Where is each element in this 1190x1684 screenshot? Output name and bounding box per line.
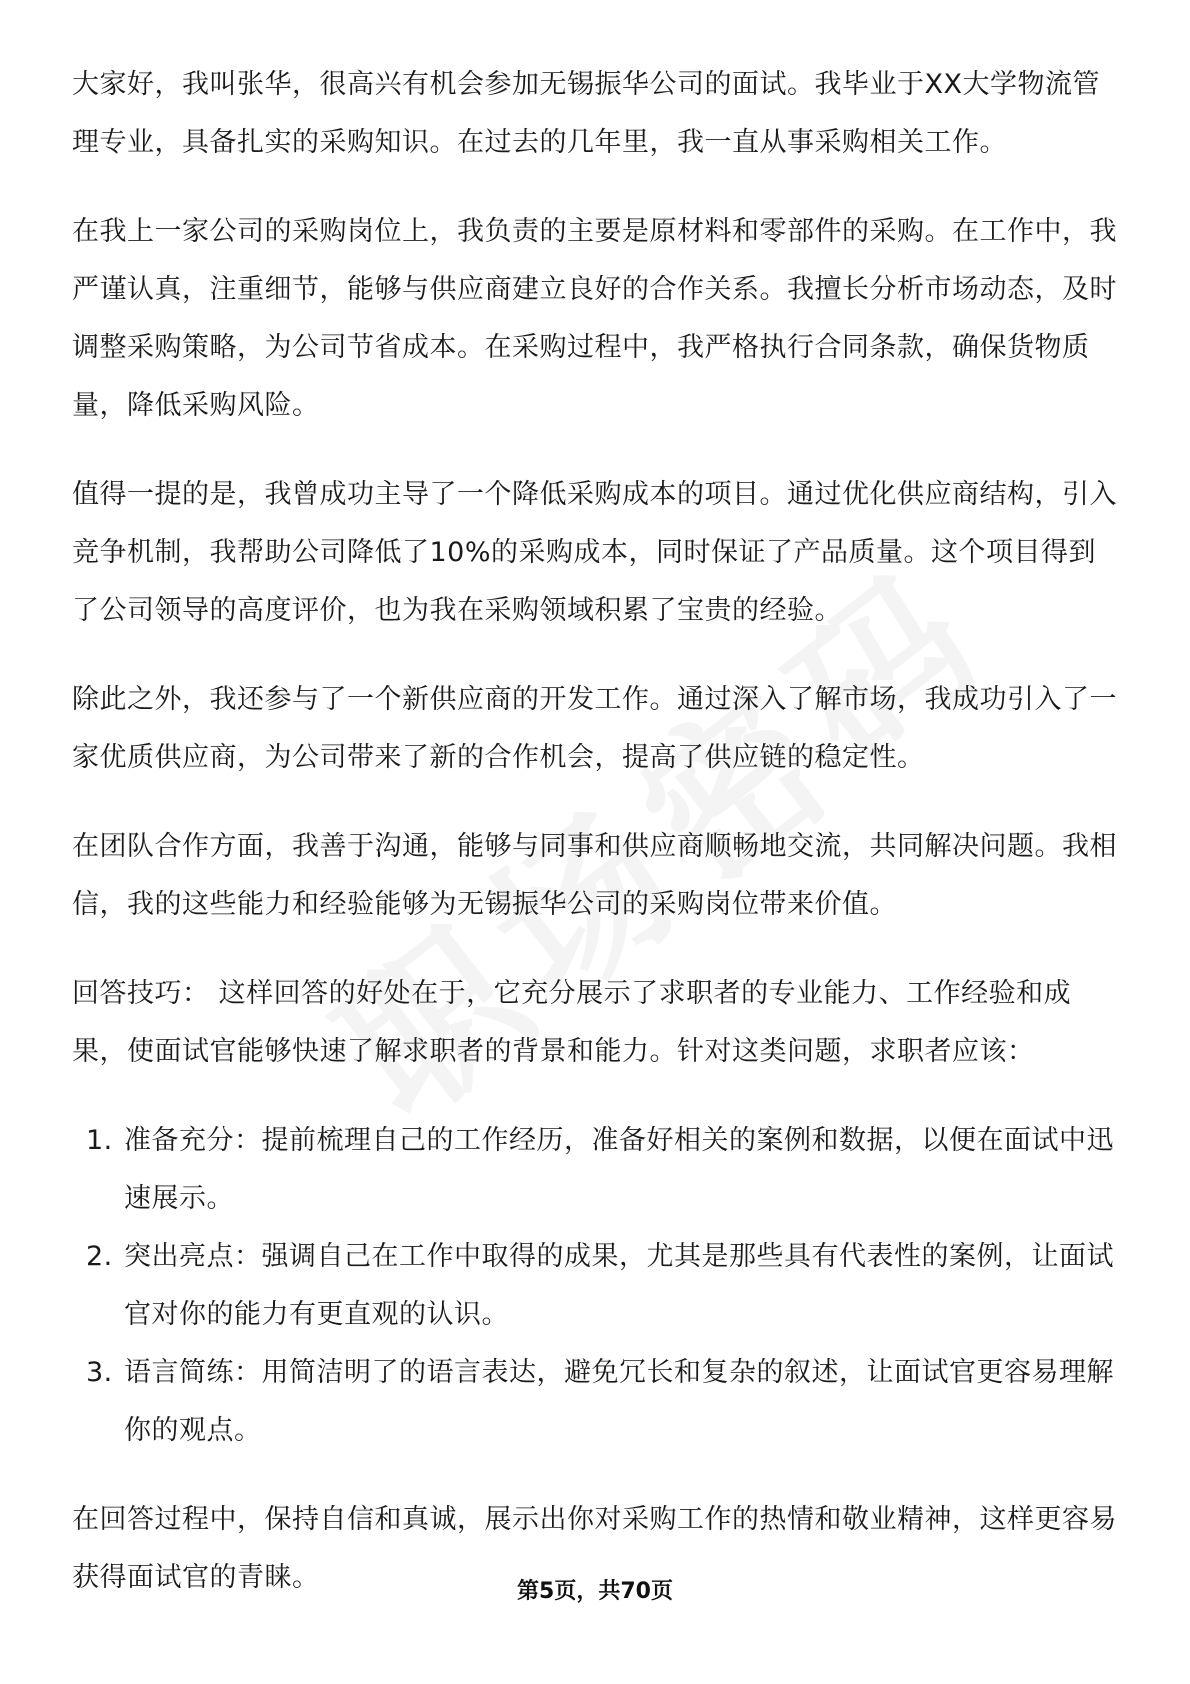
list-number: 2. [86, 1241, 113, 1272]
document-body [72, 56, 1122, 1638]
list-number: 1. [86, 1125, 113, 1156]
page-footer: 第5页，共70页 [517, 1579, 673, 1604]
paragraph-supplier: 除此之外，我还参与了一个新供应商的开发工作。通过深入了解市场，我成功引入了一家优质供应商，为公司带来了新的合作机会，提高了供应链的稳定性。 [72, 684, 1117, 773]
tips-list [72, 1112, 1122, 1460]
list-item [72, 1228, 1122, 1344]
paragraph-tips-intro: 回答技巧： 这样回答的好处在于，它充分展示了求职者的专业能力、工作经验和成果，使面试官能够快速了解求职者的背景和能力。针对这类问题，求职者应该： [72, 978, 1072, 1067]
list-item [72, 1112, 1122, 1228]
list-item-text: 语言简练：用简洁明了的语言表达，避免冗长和复杂的叙述，让面试官更容易理解你的观点。 [124, 1357, 1114, 1446]
list-number: 3. [86, 1357, 113, 1388]
paragraph-experience: 在我上一家公司的采购岗位上，我负责的主要是原材料和零部件的采购。在工作中，我严谨认真，注重细节，能够与供应商建立良好的合作关系。我擅长分析市场动态，及时调整采购策略，为公司节省成本。在采购过程中，我严格执行合同条款，确保货物质量，降低采购风险。 [72, 216, 1117, 421]
paragraph-teamwork: 在团队合作方面，我善于沟通，能够与同事和供应商顺畅地交流，共同解决问题。我相信，我的这些能力和经验能够为无锡振华公司的采购岗位带来价值。 [72, 831, 1117, 920]
paragraph-closing: 在回答过程中，保持自信和真诚，展示出你对采购工作的热情和敬业精神，这样更容易获得面试官的青睐。 [72, 1504, 1117, 1593]
paragraph-intro: 大家好，我叫张华，很高兴有机会参加无锡振华公司的面试。我毕业于XX大学物流管理专业，具备扎实的采购知识。在过去的几年里，我一直从事采购相关工作。 [72, 69, 1100, 158]
list-item [72, 1344, 1122, 1460]
list-item-text: 突出亮点：强调自己在工作中取得的成果，尤其是那些具有代表性的案例，让面试官对你的能力有更直观的认识。 [124, 1241, 1114, 1330]
list-item-text: 准备充分：提前梳理自己的工作经历，准备好相关的案例和数据，以便在面试中迅速展示。 [124, 1125, 1114, 1214]
paragraph-project: 值得一提的是，我曾成功主导了一个降低采购成本的项目。通过优化供应商结构，引入竞争机制，我帮助公司降低了10%的采购成本，同时保证了产品质量。这个项目得到了公司领导的高度评价，也为我在采购领域积累了宝贵的经验。 [72, 479, 1117, 626]
